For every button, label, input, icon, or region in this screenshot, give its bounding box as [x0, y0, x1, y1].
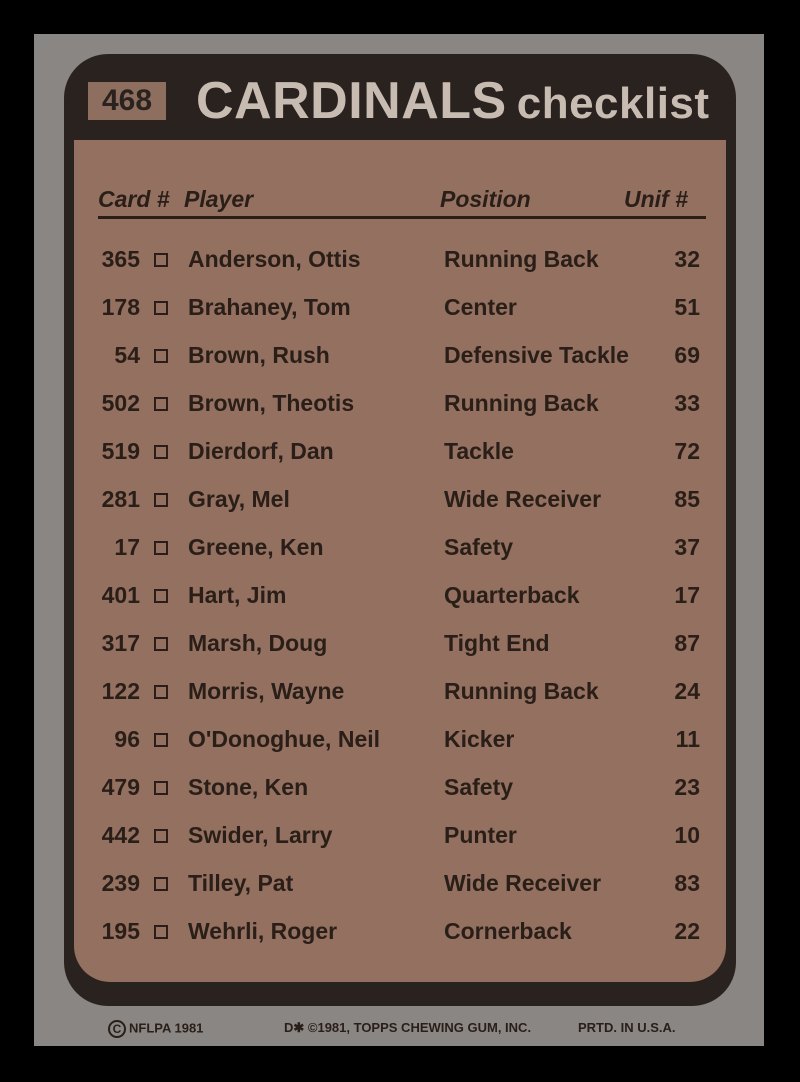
checklist-row [74, 908, 726, 956]
column-header-position: Position [440, 186, 531, 212]
uniform-number: 10 [674, 822, 700, 848]
uniform-number: 85 [674, 486, 700, 512]
player-position: Kicker [444, 726, 515, 752]
player-position: Wide Receiver [444, 870, 602, 896]
card-number: 122 [101, 678, 140, 704]
checklist-header [64, 54, 736, 140]
player-name: Anderson, Ottis [188, 246, 361, 272]
player-name: Brown, Theotis [188, 390, 355, 416]
title-word: checklist [516, 79, 710, 128]
column-header-card-number: Card # [98, 186, 170, 212]
checklist-row [74, 716, 726, 764]
checklist-row [74, 284, 726, 332]
checklist-row [74, 236, 726, 284]
card-number: 54 [114, 342, 140, 368]
team-name: CARDINALS [196, 72, 507, 130]
checkbox-square-icon [154, 397, 168, 411]
checkbox-square-icon [154, 637, 168, 651]
card-number: 17 [114, 534, 140, 560]
checkbox-square-icon [154, 733, 168, 747]
uniform-number: 11 [675, 726, 700, 752]
player-position: Running Back [444, 390, 599, 416]
uniform-number: 72 [674, 438, 700, 464]
uniform-number: 83 [674, 870, 700, 896]
player-name: Wehrli, Roger [188, 918, 338, 944]
copyright-icon: C [108, 1020, 126, 1038]
player-position: Center [444, 294, 517, 320]
player-name: Greene, Ken [188, 534, 324, 560]
checkbox-square-icon [154, 829, 168, 843]
uniform-number: 22 [674, 918, 700, 944]
player-position: Tackle [444, 438, 514, 464]
card-number: 502 [101, 390, 140, 416]
card-number: 195 [101, 918, 140, 944]
column-header-player: Player [184, 186, 254, 212]
player-position: Safety [444, 534, 514, 560]
checkbox-square-icon [154, 877, 168, 891]
card-number: 281 [101, 486, 140, 512]
checklist-rows [74, 236, 726, 956]
player-name: Stone, Ken [188, 774, 309, 800]
checklist-row [74, 428, 726, 476]
player-name: Tilley, Pat [188, 870, 294, 896]
checklist-row [74, 332, 726, 380]
player-name: Swider, Larry [188, 822, 333, 848]
player-name: Morris, Wayne [188, 678, 345, 704]
uniform-number: 17 [674, 582, 700, 608]
checkbox-square-icon [154, 589, 168, 603]
checklist-row [74, 572, 726, 620]
player-name: Brown, Rush [188, 342, 330, 368]
card-number: 442 [101, 822, 140, 848]
checkbox-square-icon [154, 781, 168, 795]
player-position: Running Back [444, 678, 599, 704]
uniform-number: 37 [674, 534, 700, 560]
header-rule [98, 216, 706, 219]
card-number: 239 [101, 870, 140, 896]
checkbox-square-icon [154, 925, 168, 939]
footer-nflpa-text: NFLPA 1981 [129, 1020, 204, 1036]
checkbox-square-icon [154, 349, 168, 363]
player-position: Cornerback [444, 918, 572, 944]
player-position: Running Back [444, 246, 599, 272]
uniform-number: 51 [674, 294, 700, 320]
footer-nflpa [108, 1020, 203, 1038]
player-position: Defensive Tackle [444, 342, 629, 368]
player-position: Tight End [444, 630, 550, 656]
checkbox-square-icon [154, 301, 168, 315]
card-number: 178 [101, 294, 140, 320]
checkbox-square-icon [154, 445, 168, 459]
checklist-row [74, 812, 726, 860]
checklist-panel [64, 54, 736, 1036]
card-number: 401 [101, 582, 140, 608]
checklist-row [74, 620, 726, 668]
checkbox-square-icon [154, 685, 168, 699]
player-name: Dierdorf, Dan [188, 438, 334, 464]
card-number-badge: 468 [88, 82, 166, 120]
uniform-number: 24 [674, 678, 700, 704]
uniform-number: 23 [674, 774, 700, 800]
player-position: Quarterback [444, 582, 580, 608]
card-number: 519 [101, 438, 140, 464]
uniform-number: 32 [674, 246, 700, 272]
checkbox-square-icon [154, 541, 168, 555]
checkbox-square-icon [154, 493, 168, 507]
checklist-row [74, 380, 726, 428]
player-name: Hart, Jim [188, 582, 287, 608]
card-number: 96 [114, 726, 140, 752]
player-name: O'Donoghue, Neil [188, 726, 381, 752]
checklist-row [74, 860, 726, 908]
checklist-body [74, 140, 726, 1036]
player-name: Gray, Mel [188, 486, 290, 512]
uniform-number: 69 [674, 342, 700, 368]
player-position: Safety [444, 774, 514, 800]
player-position: Punter [444, 822, 517, 848]
checklist-row [74, 668, 726, 716]
checklist-row [74, 524, 726, 572]
footer-printed: PRTD. IN U.S.A. [578, 1020, 676, 1035]
page-title [196, 72, 710, 133]
checklist-row [74, 476, 726, 524]
player-name: Marsh, Doug [188, 630, 328, 656]
card-number: 365 [101, 246, 140, 272]
column-header-unif-number: Unif # [624, 186, 688, 212]
uniform-number: 87 [674, 630, 700, 656]
card-number: 479 [101, 774, 140, 800]
player-name: Brahaney, Tom [188, 294, 351, 320]
card-number: 317 [101, 630, 140, 656]
footer-topps: D✱ ©1981, TOPPS CHEWING GUM, INC. [284, 1020, 532, 1035]
checkbox-square-icon [154, 253, 168, 267]
uniform-number: 33 [674, 390, 700, 416]
checklist-row [74, 764, 726, 812]
player-position: Wide Receiver [444, 486, 602, 512]
